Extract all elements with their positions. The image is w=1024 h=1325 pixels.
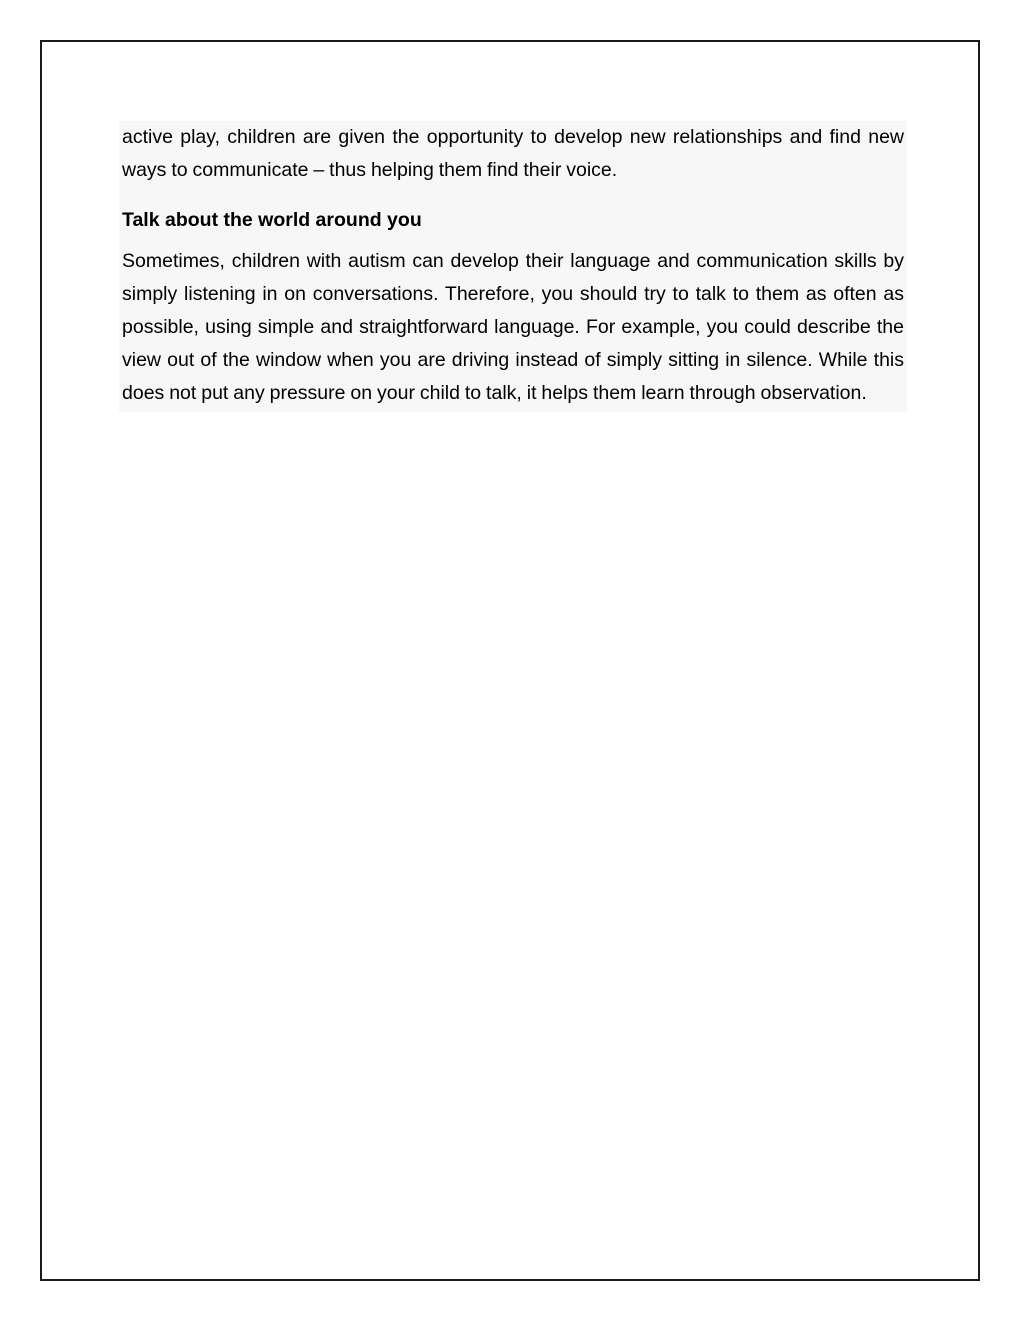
section-paragraph: Sometimes, children with autism can develop their language and communication skills by simply listening in on conversations. Therefore, you should try to talk to them as often as possible, using simple and straightforward language. For example, you could describe the view out of the window when you are driving instead of simply sitting in silence. While this does not put any pressure on your child to talk, it helps them learn through observation. [122,250,904,404]
section-heading: Talk about the world around you [122,209,422,231]
intro-paragraph: active play, children are given the opportunity to develop new relationships and find new ways to communicate – thus helping them find their voice. [122,126,904,181]
document-page [40,40,980,1281]
text-block [119,121,907,412]
